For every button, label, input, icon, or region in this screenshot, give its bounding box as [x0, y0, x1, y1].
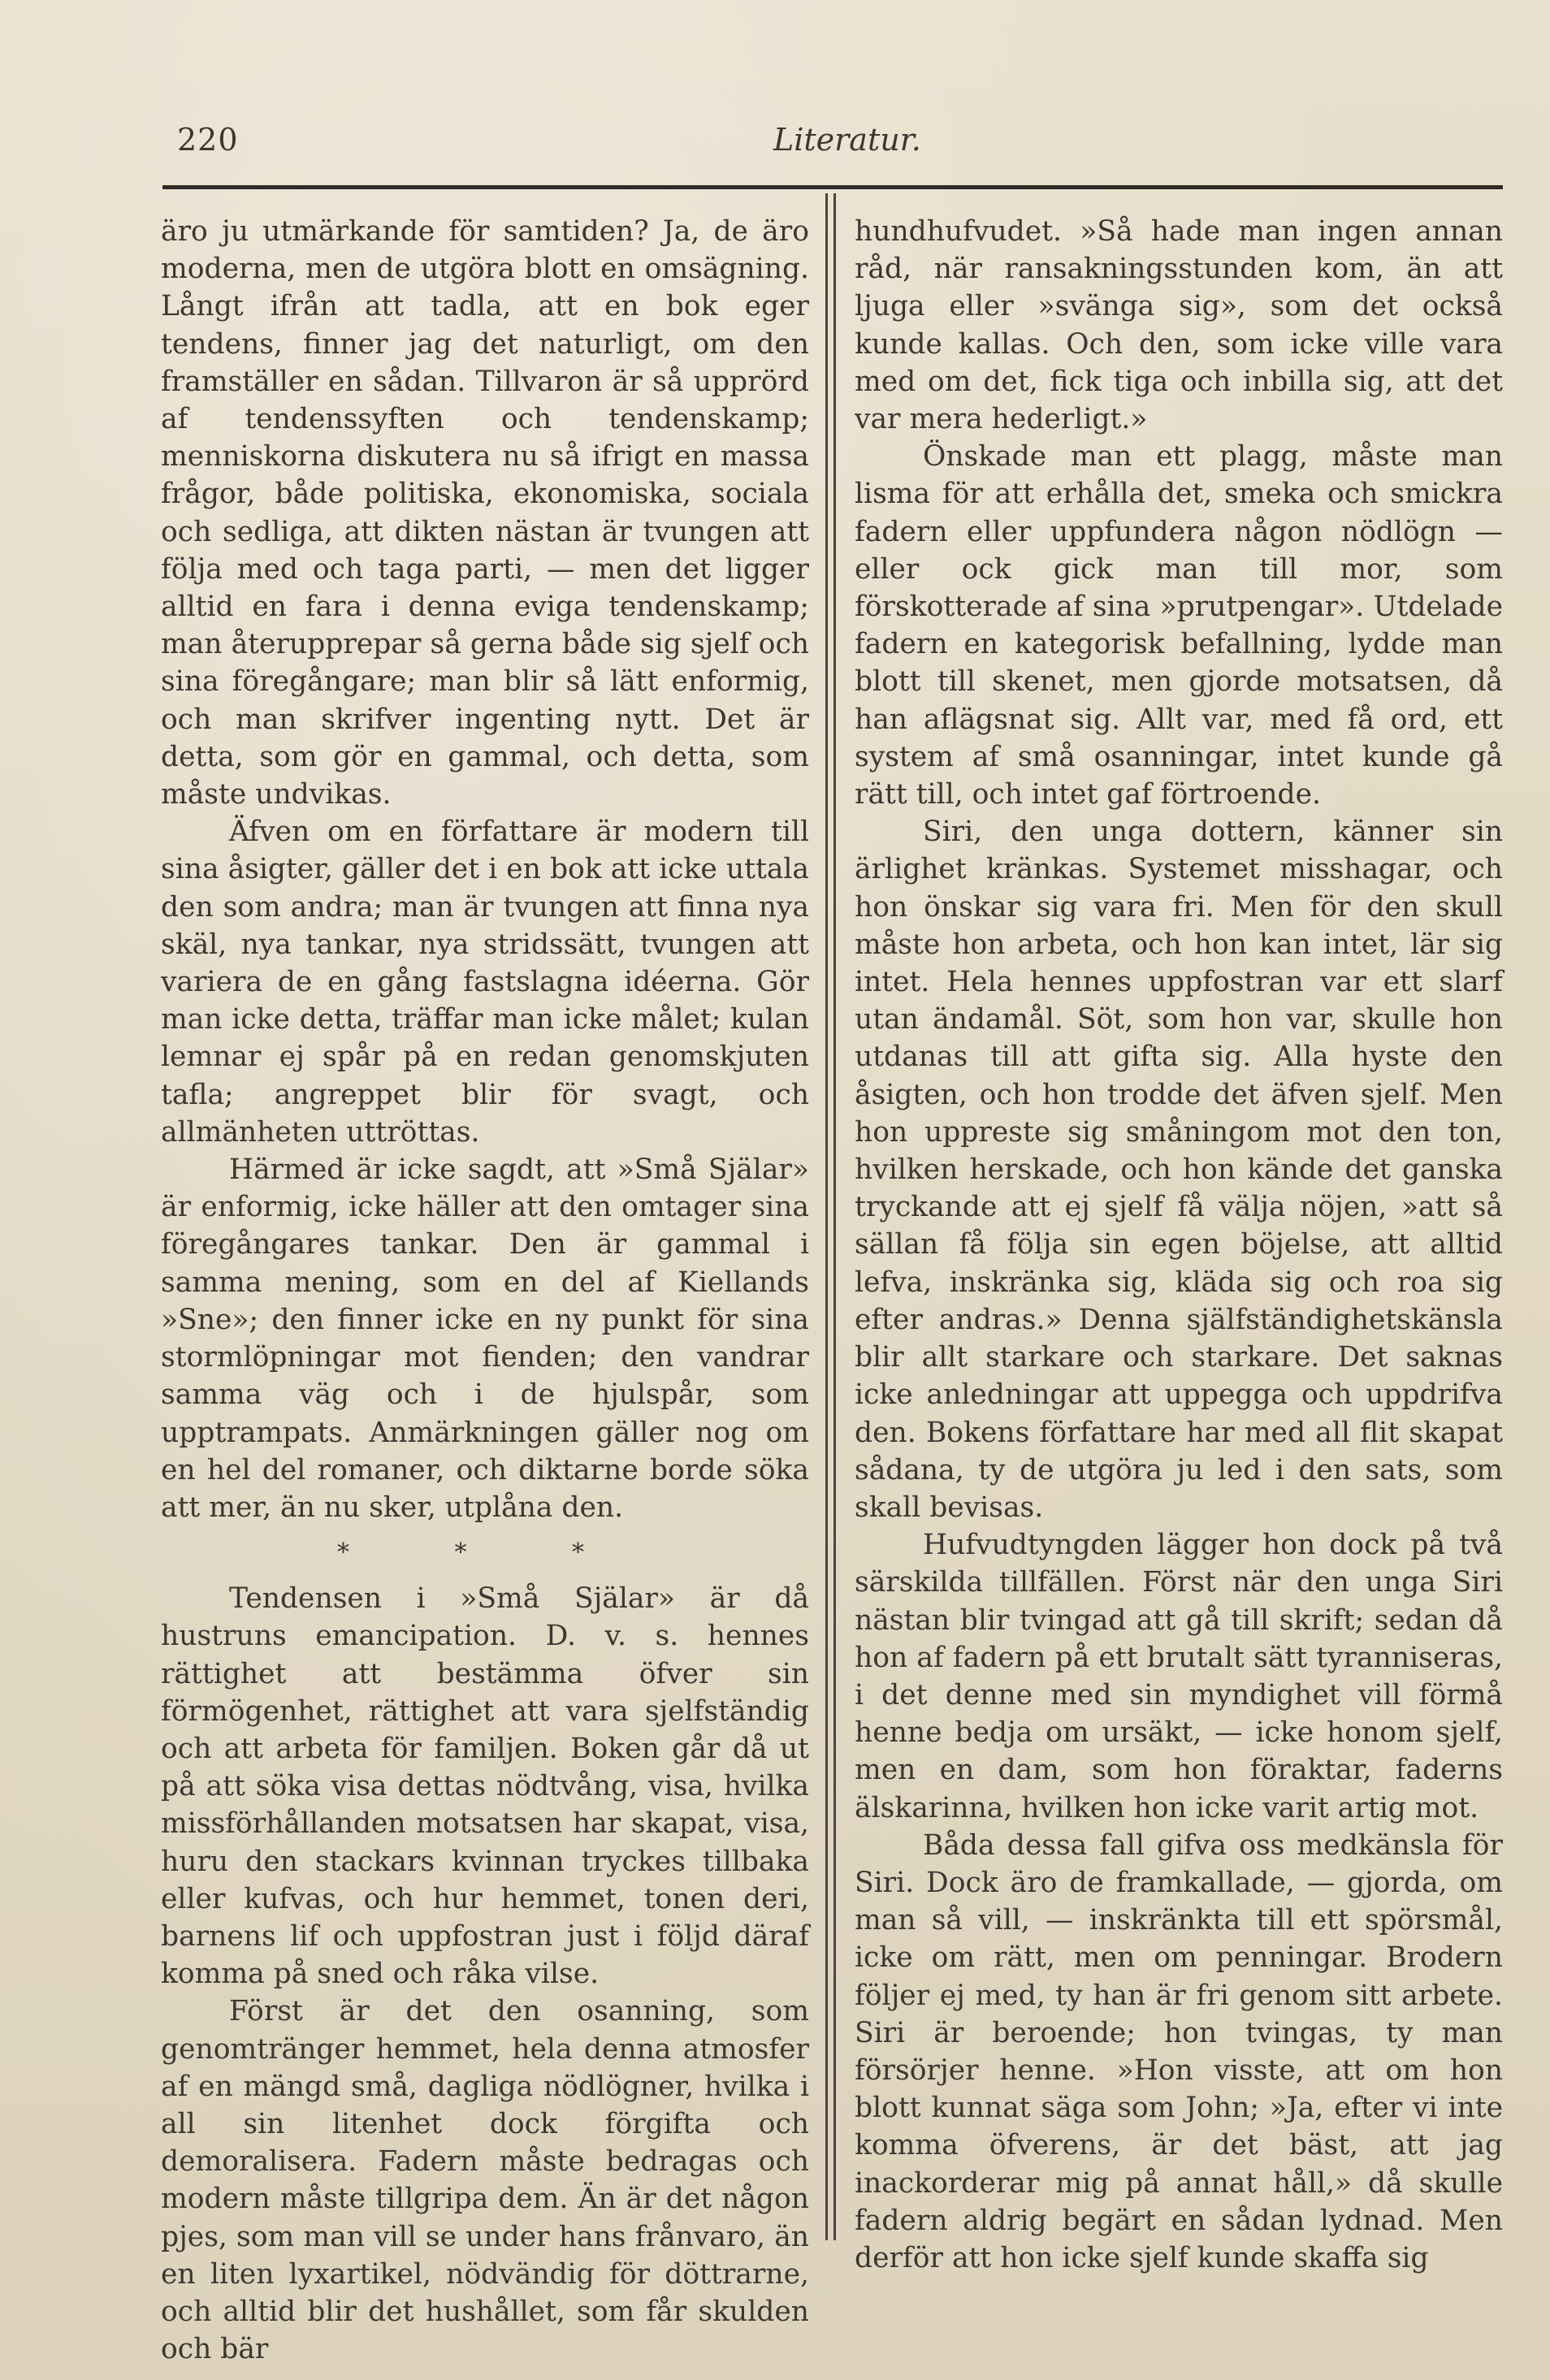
paragraph: Tendensen i »Små Själar» är då hustruns emancipation. D. v. s. hennes rättighet att bestämma öfver sin förmögenhet, rättighet att vara sjelfständig och att arbeta för familjen. Boken går då ut på att söka visa dettas nödtvång, visa, hvilka missförhållanden motsatsen har skapat, visa, huru den stackars kvinnan tryckes tillbaka eller kufvas, och hur hemmet, tonen deri, barnens lif och uppfostran just i följd däraf komma på sned och råka vilse. — [161, 1582, 809, 1991]
paragraph: Båda dessa fall gifva oss medkänsla för Siri. Dock äro de framkallade, — gjorda, om man så vill, — inskränkta till ett spörsmål, icke om rätt, men om penningar. Brodern följer ej med, ty han är fri genom sitt arbete. Siri är beroende; hon tvingas, ty man försörjer henne. »Hon visste, att om hon blott kunnat säga som John; »Ja, efter vi inte komma öfverens, är det bäst, att jag inackorderar mig på annat håll,» då skulle fadern aldrig begärt en sådan lydnad. Men derför att hon icke sjelf kunde skaffa sig — [855, 1828, 1503, 2274]
column-divider-line — [825, 193, 828, 2240]
left-column — [161, 213, 809, 2366]
page-number: 220 — [177, 122, 239, 158]
paragraph: hundhufvudet. »Så hade man ingen annan råd, när ransakningsstunden kom, än att ljuga eller »svänga sig», som det också kunde kallas. Och den, som icke ville vara med om det, fick tiga och inbilla sig, att det var mera hederligt.» — [855, 215, 1503, 436]
paragraph: äro ju utmärkande för samtiden? Ja, de äro moderna, men de utgöra blott en omsägning. Långt ifrån att tadla, att en bok eger tendens, finner jag det naturligt, om den framställer en sådan. Tillvaron är så upprörd af tendenssyften och tendenskamp; menniskorna diskutera nu så ifrigt en massa frågor, både politiska, ekonomiska, sociala och sedliga, att dikten nästan är tvungen att följa med och taga parti, — men det ligger alltid en fara i denna eviga tendenskamp; man återupprepar så gerna både sig sjelf och sina föregångare; man blir så lätt enformig, och man skrifver ingenting nytt. Det är detta, som gör en gammal, och detta, som måste undvikas. — [161, 215, 809, 811]
column-divider-line — [833, 193, 836, 2240]
page-header — [162, 122, 1503, 171]
paragraph: Först är det den osanning, som genomtränger hemmet, hela denna atmosfer af en mängd små, dagliga nödlögner, hvilka i all sin litenhet dock förgifta och demoralisera. Fadern måste bedragas och modern måste tillgripa dem. Än är det någon pjes, som man vill se under hans frånvaro, än en liten lyxartikel, nödvändig för döttrarne, och alltid blir det hushållet, som får skulden och bär — [161, 1995, 809, 2366]
paragraph: Siri, den unga dottern, känner sin ärlighet kränkas. Systemet misshagar, och hon önskar sig vara fri. Men för den skull måste hon arbeta, och hon kan intet, lär sig intet. Hela hennes uppfostran var ett slarf utan ändamål. Söt, som hon var, skulle hon utdanas till att gifta sig. Alla hyste den åsigten, och hon trodde det äfven sjelf. Men hon uppreste sig småningom mot den ton, hvilken herskade, och hon kände det ganska tryckande att ej sjelf få välja nöjen, »att så sällan få följa sin egen böjelse, att alltid lefva, inskränka sig, kläda sig och roa sig efter andras.» Denna själfständighetskänsla blir allt starkare och starkare. Det saknas icke anledningar att uppegga och uppdrifva den. Bokens författare har med all flit skapat sådana, ty de utgöra ju led i den sats, som skall bevisas. — [855, 816, 1503, 1524]
header-rule — [162, 185, 1503, 189]
paragraph: Hufvudtyngden lägger hon dock på två särskilda tillfällen. Först när den unga Siri nästan blir tvingad att gå till skrift; sedan då hon af fadern på ett brutalt sätt tyranniseras, i det denne med sin myndighet vill förmå henne bedja om ursäkt, — icke honom sjelf, men en dam, som hon föraktar, faderns älskarinna, hvilken hon icke varit artig mot. — [855, 1529, 1503, 1824]
asterism: * * * — [336, 1538, 634, 1568]
paragraph: Härmed är icke sagdt, att »Små Själar» är enformig, icke häller att den omtager sina föregångares tankar. Den är gammal i samma mening, som en del af Kiellands »Sne»; den finner icke en ny punkt för sina stormlöpningar mot fienden; den vandrar samma väg och i de hjulspår, som upptrampats. Anmärkningen gäller nog om en hel del romaner, och diktarne borde söka att mer, än nu sker, utplåna den. — [161, 1153, 809, 1524]
paragraph: Äfven om en författare är modern till sina åsigter, gäller det i en bok att icke uttala den som andra; man är tvungen att finna nya skäl, nya tankar, nya stridssätt, tvungen att variera de en gång fastslagna idéerna. Gör man icke detta, träffar man icke målet; kulan lemnar ej spår på en redan genomskjuten tafla; angreppet blir för svagt, och allmänheten uttröttas. — [161, 816, 809, 1149]
running-title: Literatur. — [773, 122, 921, 158]
section-divider — [161, 1534, 809, 1572]
paragraph: Önskade man ett plagg, måste man lisma för att erhålla det, smeka och smickra fadern eller uppfundera någon nödlögn — eller ock gick man till mor, som förskotterade af sina »prutpengar». Utdelade fadern en kategorisk befallning, lydde man blott till skenet, men gjorde motsatsen, då han aflägsnat sig. Allt var, med få ord, ett system af små osanningar, intet kunde gå rätt till, och intet gaf förtroende. — [855, 440, 1503, 811]
right-column — [855, 213, 1503, 2274]
